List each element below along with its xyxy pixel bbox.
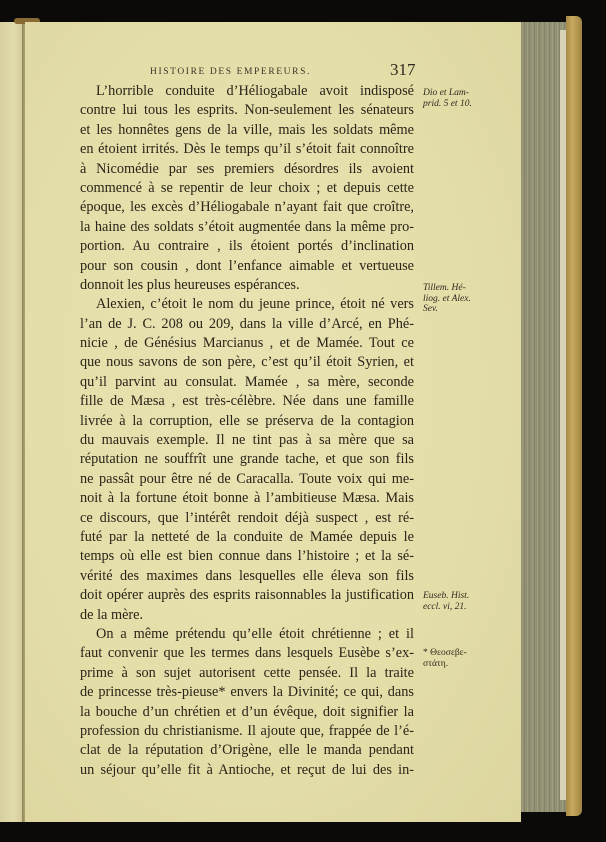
margin-note-tillemont	[423, 283, 485, 315]
text-line: L’horrible conduite d’Héliogabale avoit indisposé	[96, 83, 414, 99]
margin-note-line: liog. et Alex.	[423, 293, 471, 304]
margin-note-line: eccl. vi, 21.	[423, 601, 467, 612]
text-line: de la mère.	[80, 606, 144, 623]
facing-page-edge	[0, 22, 24, 822]
text-line: qu’il parvint au consulat. Mamée , sa mère, seconde	[80, 373, 414, 390]
text-line: livrée à la corruption, elle se préserva de la contagion	[80, 412, 414, 429]
text-line: faut convenir que les termes dans lesquels Eusèbe s’ex-	[80, 645, 414, 662]
book-cover-edge	[566, 16, 582, 816]
text-line: de princesse très-pieuse* envers la Divinité; ce qui, dans	[80, 684, 414, 701]
text-line: l’an de J. C. 208 ou 209, dans la ville d’Arcé, en Phé-	[80, 315, 414, 332]
text-line: la haine des soldats s’étoit augmentée dans la même pro-	[80, 218, 414, 235]
text-line: noit à la fortune étoit bonne à l’ambitieuse Mæsa. Mais	[80, 490, 414, 507]
margin-note-eusebius	[423, 591, 485, 612]
running-head: HISTOIRE DES EMPEREURS.	[150, 67, 311, 77]
body-text	[80, 82, 414, 780]
text-line: pour son cousin , dont l’enfance aimable et vertueuse	[80, 257, 414, 274]
margin-note-dio	[423, 88, 485, 109]
text-line: clat de la réputation d’Origène, elle le manda pendant	[80, 742, 414, 759]
margin-note-line: Tillem. Hé-	[423, 283, 466, 293]
text-line: et les honnêtes gens de la ville, mais les soldats même	[80, 121, 414, 138]
margin-note-line: Sev.	[423, 304, 438, 314]
text-line: que nous savons de son père, c’est qu’il étoit Syrien, et	[80, 354, 414, 371]
text-line: en étoient irrités. Dès le temps qu’il s’étoit fait connoître	[80, 141, 414, 158]
text-line: commencé à se repentir de leur choix ; et depuis cette	[80, 179, 414, 196]
text-line: du mauvais exemple. Il ne tint pas à sa mère que sa	[80, 432, 414, 449]
margin-note-line: στάτη.	[423, 658, 449, 669]
text-line: réputation ne souffrît une grande tache, et que son fils	[80, 451, 414, 468]
text-line: prime à son sujet autorisent cette pensée. Il la traite	[80, 664, 414, 681]
text-line: fille de Mæsa , est très-célèbre. Née dans une famille	[80, 393, 414, 410]
text-line: On a même prétendu qu’elle étoit chrétienne ; et il	[96, 625, 414, 642]
margin-note-line: * Θεοσεβε-	[423, 648, 467, 658]
text-line: à Nicomédie par ses premiers désordres ils avoient	[80, 160, 414, 177]
text-line: profession du christianisme. Il ajoute que, frappée de l’é-	[80, 722, 414, 739]
margin-note-line: Euseb. Hist.	[423, 591, 470, 601]
text-line: la bouche d’un chrétien et d’un évêque, doit signifier la	[80, 703, 414, 720]
text-line: ne passât pour être né de Caracalla. Toute voix qui me-	[80, 470, 414, 487]
text-line: donnoit les plus heureuses espérances.	[80, 276, 300, 293]
text-line: portion. Au contraire , ils étoient portés d’inclination	[80, 238, 414, 255]
margin-note-line: Dio et Lam-	[423, 88, 469, 98]
text-line: nicie , de Génésius Marcianus , et de Mamée. Tout ce	[80, 335, 414, 352]
text-line: contre lui tous les esprits. Non-seulement les sénateurs	[80, 102, 414, 119]
text-line: temps où elle est bien connue dans l’histoire ; et la sé-	[80, 548, 414, 565]
footnote-greek	[423, 648, 485, 669]
text-line: ce discours, que l’intérêt rendoit déjà suspect , est ré-	[80, 509, 414, 526]
text-line: doit opérer auprès des esprits raisonnables la justification	[80, 587, 414, 604]
text-line: époque, les excès d’Héliogabale n’ayant fait que croître,	[80, 199, 414, 216]
margin-note-line: prid. 5 et 10.	[423, 98, 472, 109]
text-line: Alexien, c’étoit le nom du jeune prince, étoit né vers	[96, 296, 414, 313]
text-line: un séjour qu’elle fit à Antioche, et reçut de lui des in-	[80, 761, 414, 778]
text-line: futé par la netteté de la conduite de Mamée depuis le	[80, 528, 414, 545]
text-line: vérité des maximes dans lesquelles elle éleva son fils	[80, 567, 414, 584]
page-number: 317	[390, 60, 416, 79]
